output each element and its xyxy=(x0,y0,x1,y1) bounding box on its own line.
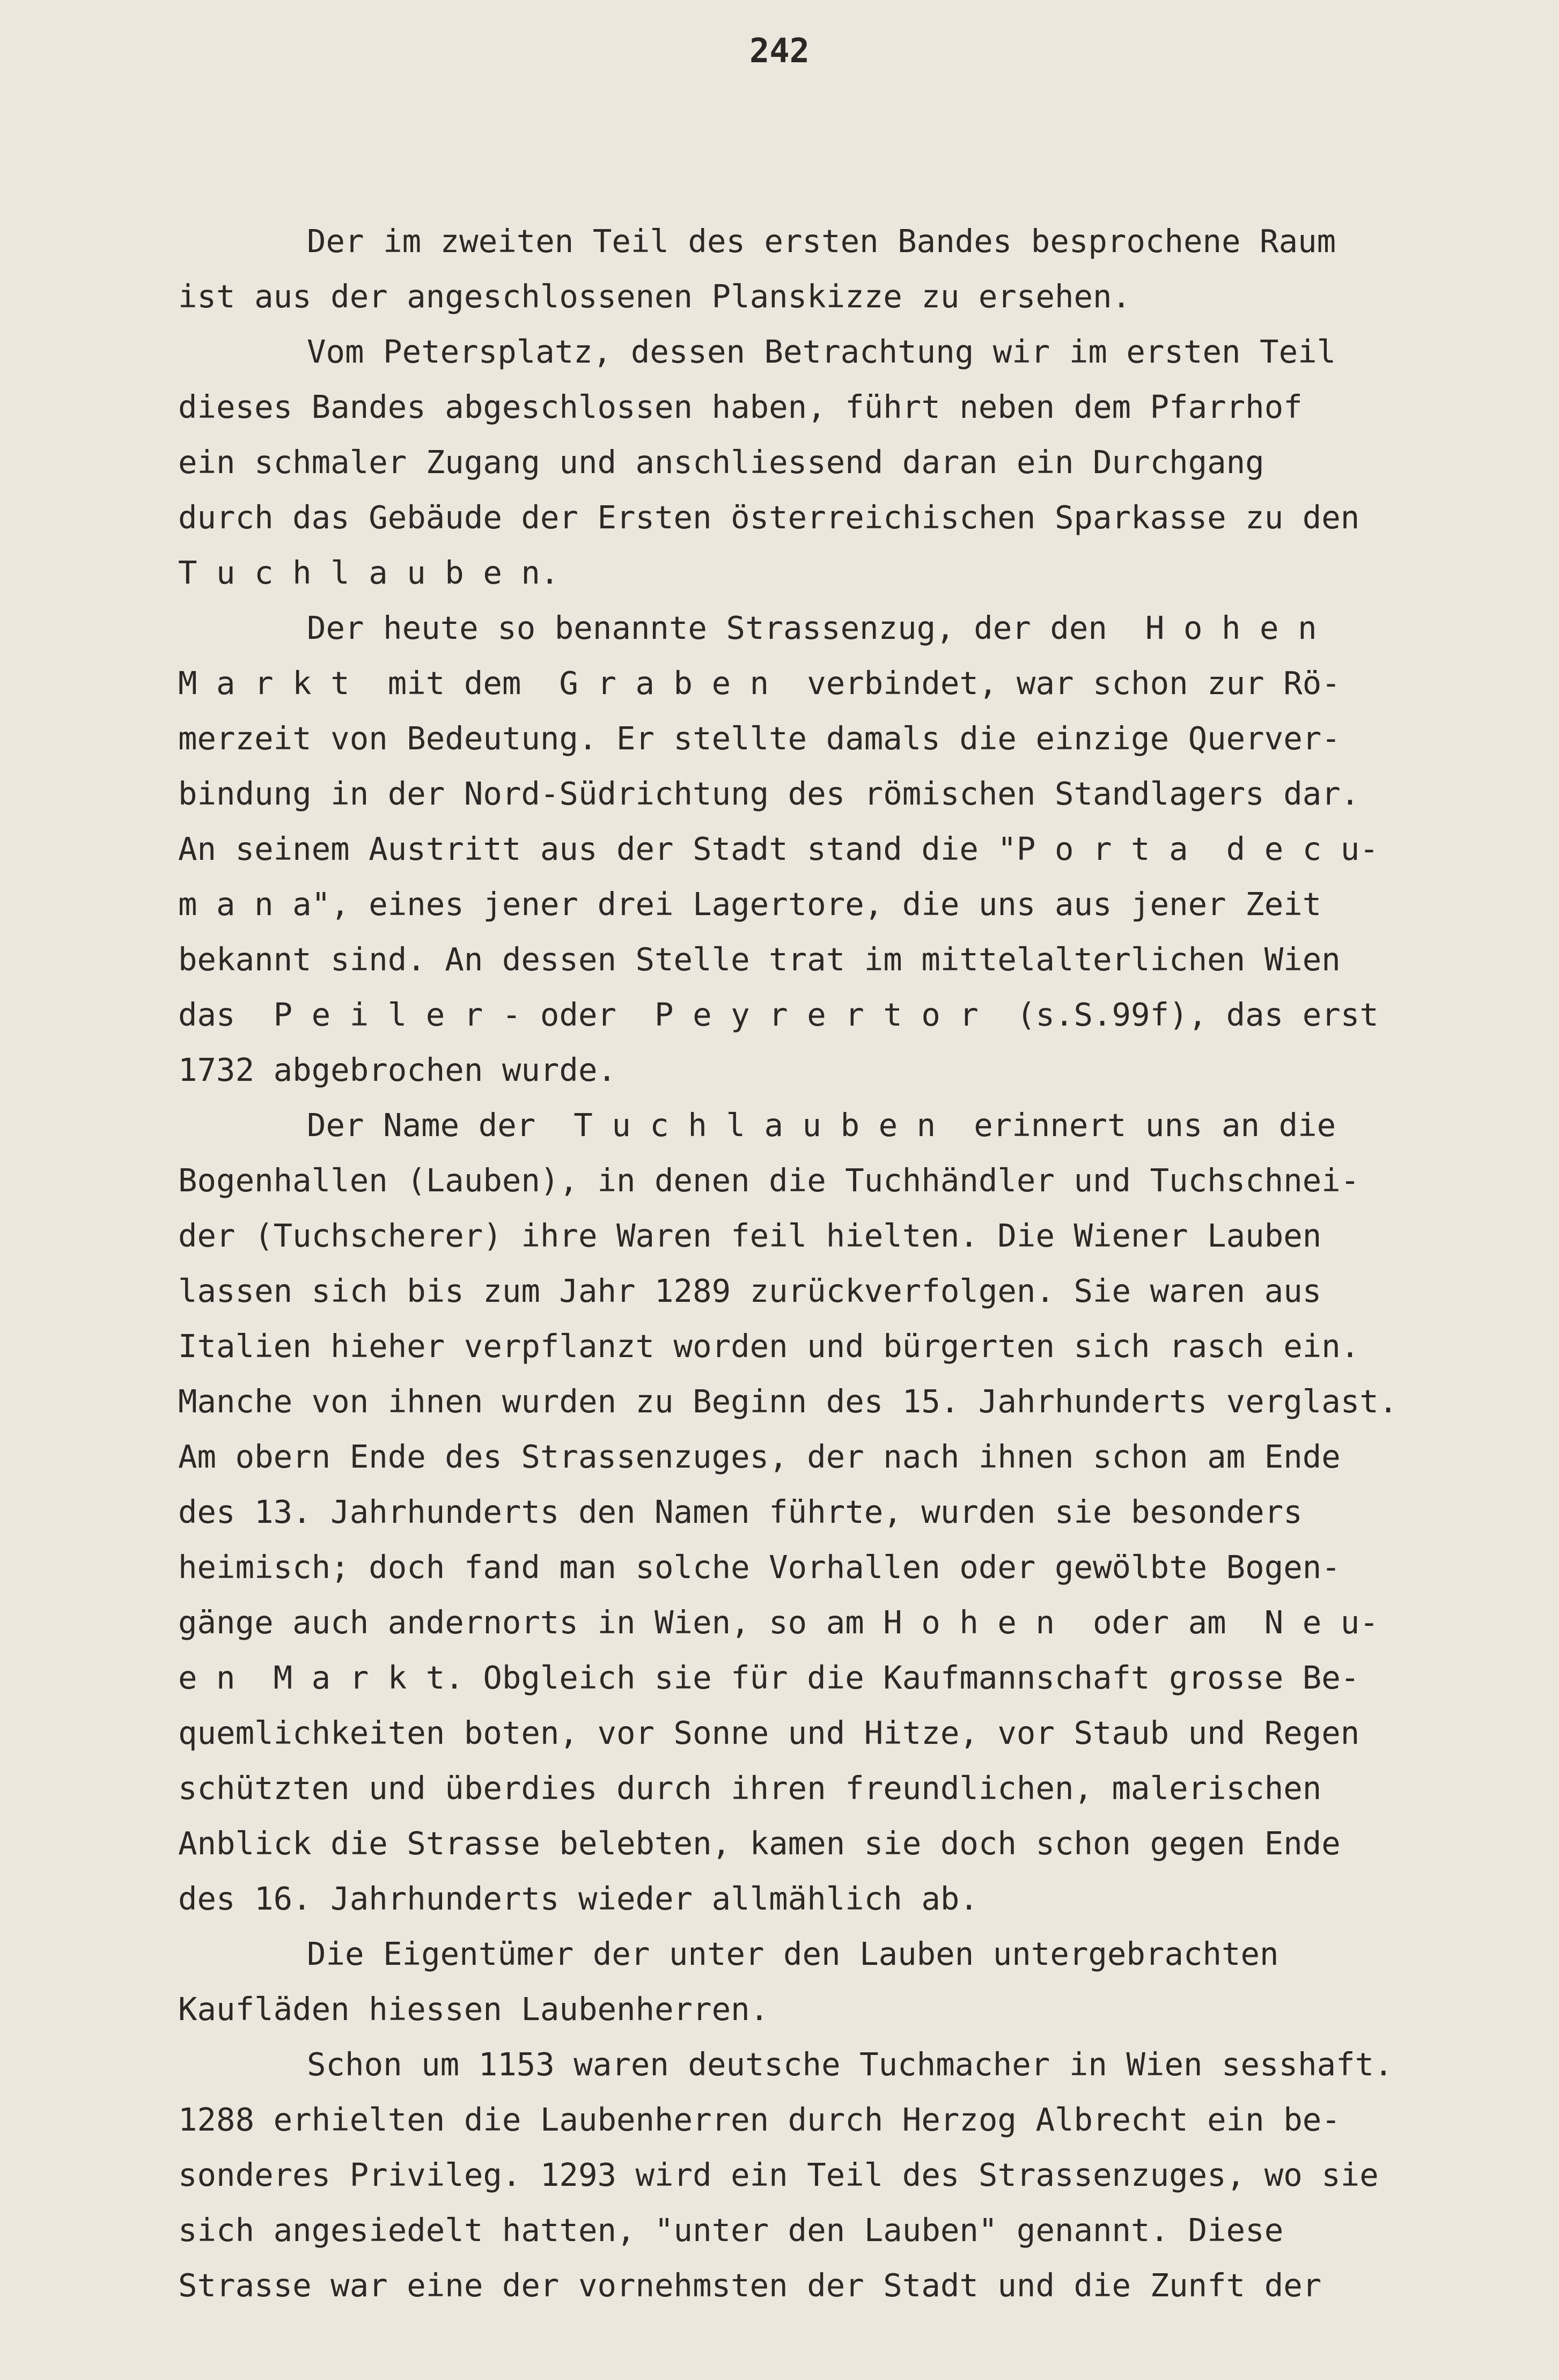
text-line: Der Name der T u c h l a u b e n erinnert uns an die xyxy=(307,1107,1336,1144)
text-line: Der im zweiten Teil des ersten Bandes besprochene Raum xyxy=(307,223,1336,260)
text-line: des 13. Jahrhunderts den Namen führte, wurden sie besonders xyxy=(178,1493,1303,1530)
text-line: sonderes Privileg. 1293 wird ein Teil des Strassenzuges, wo sie xyxy=(178,2156,1379,2193)
text-line: der (Tuchscherer) ihre Waren feil hielten. Die Wiener Lauben xyxy=(178,1217,1322,1254)
text-line: Der heute so benannte Strassenzug, der den H o h e n xyxy=(307,609,1317,646)
text-line: lassen sich bis zum Jahr 1289 zurückverfolgen. Sie waren aus xyxy=(178,1272,1322,1309)
text-line: e n M a r k t. Obgleich sie für die Kaufmannschaft grosse Be- xyxy=(178,1659,1360,1696)
text-line: das P e i l e r - oder P e y r e r t o r (s.S.99f), das erst xyxy=(178,996,1379,1033)
text-line: sich angesiedelt hatten, "unter den Lauben" genannt. Diese xyxy=(178,2212,1284,2249)
text-line: Manche von ihnen wurden zu Beginn des 15. Jahrhunderts verglast. xyxy=(178,1383,1398,1420)
text-line: Strasse war eine der vornehmsten der Stadt und die Zunft der xyxy=(178,2267,1322,2304)
text-line: dieses Bandes abgeschlossen haben, führt neben dem Pfarrhof xyxy=(178,388,1303,425)
text-line: m a n a", eines jener drei Lagertore, die uns aus jener Zeit xyxy=(178,886,1322,923)
text-line: merzeit von Bedeutung. Er stellte damals die einzige Querver- xyxy=(178,720,1341,757)
text-line: An seinem Austritt aus der Stadt stand die "P o r t a d e c u- xyxy=(178,830,1379,867)
text-line: heimisch; doch fand man solche Vorhallen oder gewölbte Bogen- xyxy=(178,1549,1341,1586)
text-line: Italien hieher verpflanzt worden und bürgerten sich rasch ein. xyxy=(178,1328,1360,1365)
text-line: Anblick die Strasse belebten, kamen sie doch schon gegen Ende xyxy=(178,1825,1341,1862)
text-line: Bogenhallen (Lauben), in denen die Tuchhändler und Tuchschnei- xyxy=(178,1162,1360,1199)
text-line: Die Eigentümer der unter den Lauben untergebrachten xyxy=(307,1935,1279,1972)
text-line: ein schmaler Zugang und anschliessend daran ein Durchgang xyxy=(178,444,1264,481)
text-line: 1732 abgebrochen wurde. xyxy=(178,1051,616,1088)
text-line: T u c h l a u b e n. xyxy=(178,554,560,591)
text-line: schützten und überdies durch ihren freundlichen, malerischen xyxy=(178,1770,1322,1807)
page-number: 242 xyxy=(749,31,810,70)
text-line: Vom Petersplatz, dessen Betrachtung wir im ersten Teil xyxy=(307,333,1336,370)
text-line: 1288 erhielten die Laubenherren durch Herzog Albrecht ein be- xyxy=(178,2101,1341,2138)
text-line: ist aus der angeschlossenen Planskizze zu ersehen. xyxy=(178,278,1131,315)
body-text xyxy=(178,213,1551,2313)
text-line: Am obern Ende des Strassenzuges, der nach ihnen schon am Ende xyxy=(178,1438,1341,1475)
text-line: des 16. Jahrhunderts wieder allmählich ab. xyxy=(178,1880,979,1917)
text-line: quemlichkeiten boten, vor Sonne und Hitze, vor Staub und Regen xyxy=(178,1714,1360,1751)
text-line: bekannt sind. An dessen Stelle trat im mittelalterlichen Wien xyxy=(178,941,1341,978)
text-line: gänge auch andernorts in Wien, so am H o h e n oder am N e u- xyxy=(178,1604,1379,1641)
text-line: Kaufläden hiessen Laubenherren. xyxy=(178,1991,769,2028)
text-line: Schon um 1153 waren deutsche Tuchmacher in Wien sesshaft. xyxy=(307,2046,1393,2083)
text-line: durch das Gebäude der Ersten österreichischen Sparkasse zu den xyxy=(178,499,1360,536)
text-line: bindung in der Nord-Südrichtung des römischen Standlagers dar. xyxy=(178,775,1360,812)
text-line: M a r k t mit dem G r a b e n verbindet, war schon zur Rö- xyxy=(178,665,1341,702)
